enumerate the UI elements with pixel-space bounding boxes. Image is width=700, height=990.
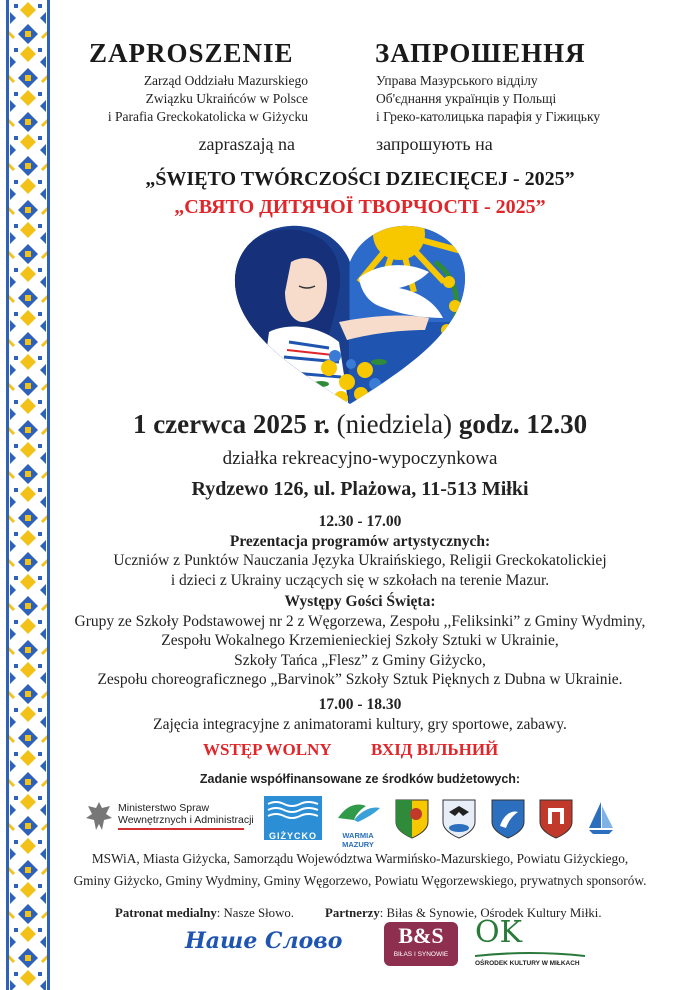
program-block-2	[60, 695, 660, 734]
funding-title: Zadanie współfinansowane ze środków budżetowych:	[199, 772, 521, 786]
guests-line-1: Grupy ze Szkoły Podstawowej nr 2 z Węgorzewa, Zespołu ,,Feliksinki” z Gminy Wydminy,	[74, 612, 646, 630]
block1-time: 12.30 - 17.00	[318, 513, 402, 530]
event-day: (niedziela)	[336, 409, 453, 439]
event-date-line	[60, 409, 660, 440]
invite-ukrainian: запрошують на	[376, 134, 493, 154]
event-date: 1 czerwca 2025 r.	[132, 409, 330, 439]
sailboat-logo-icon	[585, 798, 617, 840]
ok-milki-logo	[475, 916, 595, 972]
warmia-mazury-logo	[332, 796, 384, 849]
patron-label: Patronat medialny	[115, 906, 217, 920]
ministry-line-2: Wewnętrznych i Administracji	[118, 814, 254, 826]
org-pl-line-3: i Parafia Greckokatolicka w Giżycku	[107, 109, 308, 124]
sponsors-list	[60, 848, 660, 892]
heart-illustration	[229, 222, 471, 408]
free-entry-polish: WSTĘP WOLNY	[203, 740, 332, 759]
bs-logo-text: B&S	[398, 923, 444, 948]
media-patron	[115, 906, 294, 921]
nashe-slovo-logo: Наше Слово	[185, 928, 343, 954]
sponsors-line-1: MSWiA, Miasta Giżycka, Samorządu Województwa Warmińsko-Mazurskiego, Powiatu Giżyckiego,	[91, 851, 629, 866]
guests-line-3: Szkoły Tańca „Flesz” z Gminy Giżycko,	[234, 651, 486, 669]
warmia-label: WARMIA MAZURY	[342, 831, 374, 849]
org-pl-line-2: Związku Ukraińców w Polsce	[145, 91, 308, 106]
block1-line-1: Uczniów z Punktów Nauczania Języka Ukraińskiego, Religii Greckokatolickiej	[113, 552, 607, 569]
guests-line-2: Zespołu Wokalnego Krzemienieckiej Szkoły Sztuki w Ukrainie,	[161, 632, 559, 649]
coat-of-arms-2-icon	[441, 798, 477, 840]
coat-of-arms-3-icon	[490, 798, 526, 840]
waves-icon	[264, 796, 322, 826]
organizers-polish	[60, 72, 308, 126]
bilas-synowie-logo	[384, 922, 458, 966]
eagle-icon	[84, 800, 114, 832]
org-ua-line-1: Управа Мазурського відділу	[376, 73, 538, 88]
festival-name-ukrainian: „СВЯТО ДИТЯЧОЇ ТВОРЧОСТІ - 2025”	[174, 196, 546, 218]
mswia-logo	[84, 798, 256, 836]
guests-line-4: Zespołu choreograficznego „Barvinok” Szkoły Sztuk Pięknych z Dubna w Ukrainie.	[97, 671, 623, 688]
partners-label: Partnerzy	[325, 906, 380, 920]
ok-logo-sub: OŚRODEK KULTURY W MIŁKACH	[475, 960, 580, 967]
block1-line-2: i dzieci z Ukrainy uczących się w szkołach na terenie Mazur.	[170, 571, 550, 589]
guests-block	[60, 592, 660, 690]
place-type: działka rekreacyjno-wypoczynkowa	[222, 448, 498, 469]
patron-value: : Nasze Słowo.	[216, 906, 294, 920]
block2-time: 17.00 - 18.30	[318, 696, 402, 713]
guests-title: Występy Gości Święta:	[284, 593, 436, 610]
free-entry-ukrainian: ВХІД ВІЛЬНИЙ	[371, 740, 499, 759]
bird-icon	[332, 796, 384, 826]
partners-value: : Biłas & Synowie, Ośrodek Kultury Miłki.	[379, 906, 602, 920]
festival-name-polish: „ŚWIĘTO TWÓRCZOŚCI DZIECIĘCEJ - 2025”	[145, 168, 575, 190]
embroidery-border	[6, 0, 50, 990]
event-address: Rydzewo 126, ul. Plażowa, 11-513 Miłki	[191, 478, 529, 500]
org-pl-line-1: Zarząd Oddziału Mazurskiego	[143, 73, 308, 88]
title-polish: ZAPROSZENIE	[89, 38, 294, 68]
invite-polish: zapraszają na	[198, 134, 295, 154]
ok-logo-text: OK	[475, 915, 523, 950]
gizycko-label: GIŻYCKO	[268, 831, 317, 841]
coat-of-arms-1-icon	[394, 798, 430, 840]
coat-of-arms-4-icon	[538, 798, 574, 840]
organizers-ukrainian	[376, 72, 676, 126]
block2-line: Zajęcia integracyjne z animatorami kultury, gry sportowe, zabawy.	[153, 715, 567, 733]
event-time: godz. 12.30	[458, 409, 588, 439]
program-block-1	[60, 512, 660, 590]
bs-logo-sub: BIŁAS I SYNOWIE	[393, 951, 449, 958]
gizycko-logo	[264, 796, 322, 840]
org-ua-line-2: Об'єднання українців у Польщі	[376, 91, 557, 106]
ministry-line-1: Ministerstwo Spraw	[118, 802, 210, 814]
block1-title: Prezentacja programów artystycznych:	[229, 532, 491, 550]
title-ukrainian: ЗАПРОШЕННЯ	[375, 38, 586, 68]
sponsors-line-2: Gminy Giżycko, Gminy Wydminy, Gminy Węgorzewo, Powiatu Węgorzewskiego, prywatnych sponsorów.	[73, 873, 647, 888]
ok-underline	[475, 952, 585, 958]
org-ua-line-3: і Греко-католицька парафія у Гіжицьку	[376, 109, 601, 124]
